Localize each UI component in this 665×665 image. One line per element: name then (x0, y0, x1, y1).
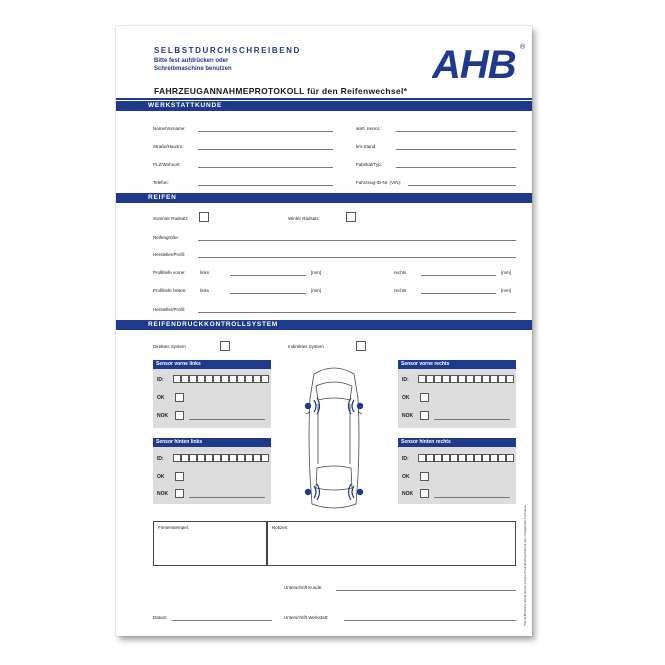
sensor-hr-ok-checkbox[interactable] (420, 472, 429, 481)
strasse-field[interactable] (198, 149, 333, 150)
direktes-label: Direktes System (153, 344, 186, 349)
sensor-vorne-rechts-panel (398, 360, 516, 428)
disclaimer-text: *Die AHB GmbH erhebt keinen Anspruch auf Rechtssicherheit des vorliegenden Formulars. (523, 504, 527, 626)
sensor-hr-nok-checkbox[interactable] (420, 489, 429, 498)
kmstand-field[interactable] (396, 149, 516, 150)
logo-registered: ® (520, 44, 526, 51)
sensor-hl-ok-label: OK (157, 474, 165, 480)
profil-vorne-rechts-label: rechts (394, 270, 407, 275)
strasse-label: Straße/Hausnr.: (153, 144, 185, 149)
hint-line-1: Bitte fest aufdrücken oder (154, 58, 229, 64)
sensor-hr-id-label: ID: (402, 456, 409, 462)
kmstand-label: km-Stand: (356, 144, 377, 149)
profil-hinten-rechts-label: rechts (394, 288, 407, 293)
sensor-vorne-links-title: Sensor vorne links (153, 360, 271, 369)
sensor-vl-ok-checkbox[interactable] (175, 393, 184, 402)
sensor-hl-id-label: ID: (157, 456, 164, 462)
profil-vorne-label: Profiltiefe vorne: (153, 270, 186, 275)
sensor-marker-fr (357, 403, 363, 409)
sensor-hinten-links-panel (153, 438, 271, 504)
selbstdurchschreibend-label: SELBSTDURCHSCHREIBEND (154, 46, 301, 55)
indirektes-label: Indirektes System (288, 344, 324, 349)
hersteller-label: Hersteller/Profil: (153, 252, 186, 257)
profil-vorne-links-mm: [mm] (311, 270, 321, 275)
sensor-vl-nok-label: NOK (157, 413, 169, 419)
sensor-vr-nok-label: NOK (402, 413, 414, 419)
sensor-vr-id-cells[interactable] (418, 375, 514, 383)
sensor-vr-nok-field[interactable] (434, 419, 510, 420)
sensor-hr-id-cells[interactable] (418, 454, 514, 462)
profil-hinten-rechts-field[interactable] (421, 293, 496, 294)
telefon-field[interactable] (198, 185, 333, 186)
profil-hinten-rechts-mm: [mm] (501, 288, 511, 293)
profil-vorne-rechts-mm: [mm] (501, 270, 511, 275)
hint-line-2: Schreibmaschine benutzen (154, 66, 232, 72)
sensor-vorne-rechts-title: Sensor vorne rechts (398, 360, 516, 369)
sensor-hl-ok-checkbox[interactable] (175, 472, 184, 481)
reifengroesse-label: Reifengröße: (153, 235, 180, 240)
sensor-hl-nok-checkbox[interactable] (175, 489, 184, 498)
fabrikat-label: Fabrikat/Typ: (356, 162, 383, 167)
profil-hinten-label: Profiltiefe hinten: (153, 288, 187, 293)
datum-field[interactable] (172, 620, 272, 621)
sensor-vl-ok-label: OK (157, 395, 165, 401)
winter-checkbox[interactable] (346, 212, 356, 222)
car-top-view-diagram (286, 356, 382, 516)
ahb-logo (432, 40, 527, 84)
sensor-marker-fl (305, 403, 311, 409)
sommer-checkbox[interactable] (199, 212, 209, 222)
sensor-vr-ok-checkbox[interactable] (420, 393, 429, 402)
datum-label: Datum: (153, 615, 168, 620)
direktes-checkbox[interactable] (220, 341, 230, 351)
sensor-hr-nok-field[interactable] (434, 497, 510, 498)
sensor-hr-ok-label: OK (402, 474, 410, 480)
sensor-hinten-rechts-panel (398, 438, 516, 504)
form-title: FAHRZEUGANNAHMEPROTOKOLL für den Reifenwechsel* (154, 86, 408, 96)
profil-hinten-links-mm: [mm] (311, 288, 321, 293)
sensor-hl-id-cells[interactable] (173, 454, 269, 462)
sensor-vl-id-cells[interactable] (173, 375, 269, 383)
kennz-label: amtl. Kennz.: (356, 126, 383, 131)
section-werkstattkunde: WERKSTATTKUNDE (116, 101, 532, 111)
sensor-vorne-links-panel (153, 360, 271, 428)
sensor-hl-nok-label: NOK (157, 491, 169, 497)
sensor-hinten-links-title: Sensor hinten links (153, 438, 271, 447)
notizen-label: Notizen: (272, 525, 289, 530)
name-label: Name/Vorname: (153, 126, 186, 131)
notizen-box[interactable] (267, 521, 516, 566)
sensor-vr-ok-label: OK (402, 395, 410, 401)
winter-label: Winter Radsatz (288, 216, 319, 221)
section-rdks: REIFENDRUCKKONTROLLSYSTEM (116, 320, 532, 330)
unterschrift-werkstatt-label: Unterschrift Werkstatt: (284, 615, 329, 620)
sommer-label: Sommer Radsatz (153, 216, 188, 221)
unterschrift-werkstatt-field[interactable] (344, 620, 516, 621)
vin-field[interactable] (408, 185, 516, 186)
sensor-hr-nok-label: NOK (402, 491, 414, 497)
telefon-label: Telefon: (153, 180, 169, 185)
logo-text: AHB (432, 43, 516, 84)
unterschrift-kunde-field[interactable] (336, 590, 516, 591)
sensor-hl-nok-field[interactable] (189, 497, 265, 498)
unterschrift-kunde-label: Unterschrift Kunde: (284, 585, 323, 590)
hersteller2-field[interactable] (198, 312, 516, 313)
firmenstempel-box[interactable] (153, 521, 267, 566)
sensor-vl-id-label: ID: (157, 377, 164, 383)
vin-label: Fahrzeug-ID-Nr. (VIN): (356, 180, 402, 185)
sensor-marker-rr (357, 489, 363, 495)
hersteller-field[interactable] (198, 257, 516, 258)
name-field[interactable] (198, 131, 333, 132)
kennz-field[interactable] (396, 131, 516, 132)
form-sheet (116, 26, 532, 636)
sensor-hinten-rechts-title: Sensor hinten rechts (398, 438, 516, 447)
profil-vorne-rechts-field[interactable] (421, 275, 496, 276)
profil-hinten-links-label: links (200, 288, 210, 293)
indirektes-checkbox[interactable] (356, 341, 366, 351)
profil-vorne-links-field[interactable] (230, 275, 306, 276)
plz-field[interactable] (198, 167, 333, 168)
firmenstempel-label: Firmenstempel: (158, 525, 190, 530)
section-reifen: REIFEN (116, 193, 532, 203)
plz-label: PLZ/Wohnort: (153, 162, 181, 167)
hersteller2-label: Hersteller/Profil: (153, 307, 186, 312)
fabrikat-field[interactable] (396, 167, 516, 168)
sensor-marker-rl (305, 489, 311, 495)
reifengroesse-field[interactable] (198, 240, 516, 241)
sensor-vl-nok-checkbox[interactable] (175, 411, 184, 420)
sensor-vr-nok-checkbox[interactable] (420, 411, 429, 420)
title-rule (116, 98, 532, 100)
profil-vorne-links-label: links (200, 270, 210, 275)
profil-hinten-links-field[interactable] (230, 293, 306, 294)
sensor-vl-nok-field[interactable] (189, 419, 265, 420)
sensor-vr-id-label: ID: (402, 377, 409, 383)
